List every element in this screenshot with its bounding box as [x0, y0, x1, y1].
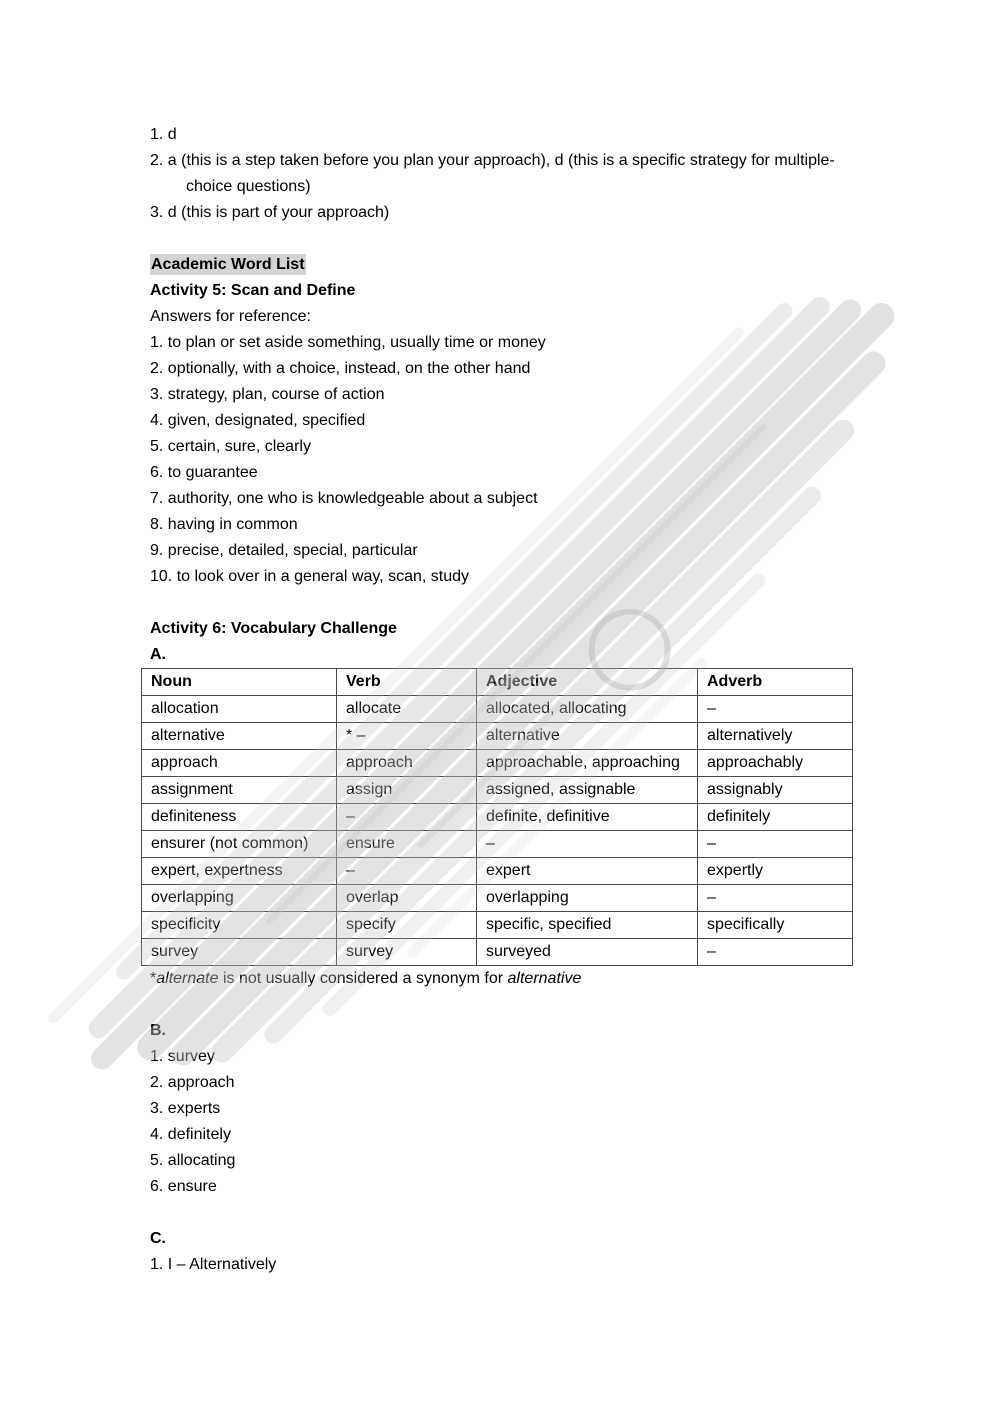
spacer	[150, 992, 856, 1018]
top-answer-list	[150, 122, 856, 226]
table-row	[142, 939, 853, 966]
table-header-row	[142, 669, 853, 696]
part-a-label: A.	[150, 646, 166, 663]
table-row	[142, 777, 853, 804]
activity-5-item: 4. given, designated, specified	[150, 412, 366, 429]
table-cell-adverb: expertly	[698, 858, 853, 885]
table-cell-adverb: assignably	[698, 777, 853, 804]
table-cell-verb: allocate	[337, 696, 477, 723]
top-answer-item: 2. a (this is a step taken before you plan your approach), d (this is a specific strategy for multiple-choice questions)	[150, 152, 835, 195]
table-cell-adjective: specific, specified	[477, 912, 698, 939]
footnote-term-alternative: alternative	[507, 970, 582, 987]
table-row	[142, 804, 853, 831]
table-cell-verb: –	[337, 858, 477, 885]
activity-5-item: 2. optionally, with a choice, instead, on the other hand	[150, 360, 531, 377]
table-cell-adverb: –	[698, 696, 853, 723]
table-cell-noun: ensurer (not common)	[142, 831, 337, 858]
awl-heading-line	[150, 252, 856, 278]
footnote-term-alternate: alternate	[156, 970, 219, 987]
activity-5-item: 5. certain, sure, clearly	[150, 438, 311, 455]
top-answer-item: 3. d (this is part of your approach)	[150, 204, 390, 221]
table-row	[142, 723, 853, 750]
activity-5-item: 10. to look over in a general way, scan, study	[150, 568, 469, 585]
table-row	[142, 885, 853, 912]
activity-5-item: 6. to guarantee	[150, 464, 258, 481]
activity-5-item: 8. having in common	[150, 516, 298, 533]
table-cell-adjective: alternative	[477, 723, 698, 750]
table-cell-verb: approach	[337, 750, 477, 777]
table-cell-verb: * –	[337, 723, 477, 750]
table-row	[142, 750, 853, 777]
table-header-noun: Noun	[142, 669, 337, 696]
table-cell-noun: alternative	[142, 723, 337, 750]
part-b-label: B.	[150, 1022, 166, 1039]
spacer	[150, 1200, 856, 1226]
table-cell-adjective: overlapping	[477, 885, 698, 912]
table-cell-verb: specify	[337, 912, 477, 939]
part-b-item: 1. survey	[150, 1048, 215, 1065]
activity-5-item: 7. authority, one who is knowledgeable about a subject	[150, 490, 538, 507]
table-cell-adverb: approachably	[698, 750, 853, 777]
part-c-list	[150, 1252, 856, 1278]
table-cell-verb: assign	[337, 777, 477, 804]
table-header-adverb: Adverb	[698, 669, 853, 696]
table-cell-verb: overlap	[337, 885, 477, 912]
part-b-item: 4. definitely	[150, 1126, 231, 1143]
table-row	[142, 858, 853, 885]
footnote-marker: *	[150, 970, 157, 987]
table-cell-noun: assignment	[142, 777, 337, 804]
part-b-item: 5. allocating	[150, 1152, 236, 1169]
table-row	[142, 696, 853, 723]
part-b-list	[150, 1044, 856, 1200]
table-cell-adjective: –	[477, 831, 698, 858]
part-b-item: 3. experts	[150, 1100, 221, 1117]
table-cell-noun: survey	[142, 939, 337, 966]
table-cell-verb: –	[337, 804, 477, 831]
spacer	[150, 226, 856, 252]
table-cell-noun: overlapping	[142, 885, 337, 912]
table-cell-adjective: assigned, assignable	[477, 777, 698, 804]
table-header-verb: Verb	[337, 669, 477, 696]
table-cell-adjective: approachable, approaching	[477, 750, 698, 777]
table-cell-adverb: –	[698, 939, 853, 966]
table-cell-adjective: surveyed	[477, 939, 698, 966]
table-cell-verb: ensure	[337, 831, 477, 858]
table-cell-verb: survey	[337, 939, 477, 966]
activity-6-title: Activity 6: Vocabulary Challenge	[150, 620, 397, 637]
footnote-text: is not usually considered a synonym for	[218, 970, 508, 987]
activity-5-item: 3. strategy, plan, course of action	[150, 386, 385, 403]
top-answer-item: 1. d	[150, 126, 177, 143]
table-cell-adverb: alternatively	[698, 723, 853, 750]
table-cell-adjective: definite, definitive	[477, 804, 698, 831]
part-b-item: 6. ensure	[150, 1178, 217, 1195]
table-cell-adverb: –	[698, 831, 853, 858]
table-row	[142, 912, 853, 939]
part-c-label: C.	[150, 1230, 166, 1247]
table-cell-adverb: specifically	[698, 912, 853, 939]
document-page	[150, 122, 856, 1278]
table-cell-noun: approach	[142, 750, 337, 777]
table-cell-adverb: definitely	[698, 804, 853, 831]
table-header-adjective: Adjective	[477, 669, 698, 696]
activity-5-list	[150, 330, 856, 590]
table-cell-adjective: expert	[477, 858, 698, 885]
table-cell-noun: allocation	[142, 696, 337, 723]
table-cell-noun: definiteness	[142, 804, 337, 831]
activity-5-title: Activity 5: Scan and Define	[150, 282, 356, 299]
table-row	[142, 831, 853, 858]
table-cell-noun: expert, expertness	[142, 858, 337, 885]
activity-5-item: 1. to plan or set aside something, usually time or money	[150, 334, 546, 351]
part-b-item: 2. approach	[150, 1074, 235, 1091]
spacer	[150, 590, 856, 616]
activity-5-intro: Answers for reference:	[150, 308, 311, 325]
part-c-item: 1. I – Alternatively	[150, 1256, 277, 1273]
activity-5-item: 9. precise, detailed, special, particular	[150, 542, 418, 559]
awl-heading: Academic Word List	[151, 256, 305, 273]
table-cell-adjective: allocated, allocating	[477, 696, 698, 723]
table-cell-noun: specificity	[142, 912, 337, 939]
footnote	[150, 966, 856, 992]
vocab-table	[141, 668, 853, 966]
table-cell-adverb: –	[698, 885, 853, 912]
